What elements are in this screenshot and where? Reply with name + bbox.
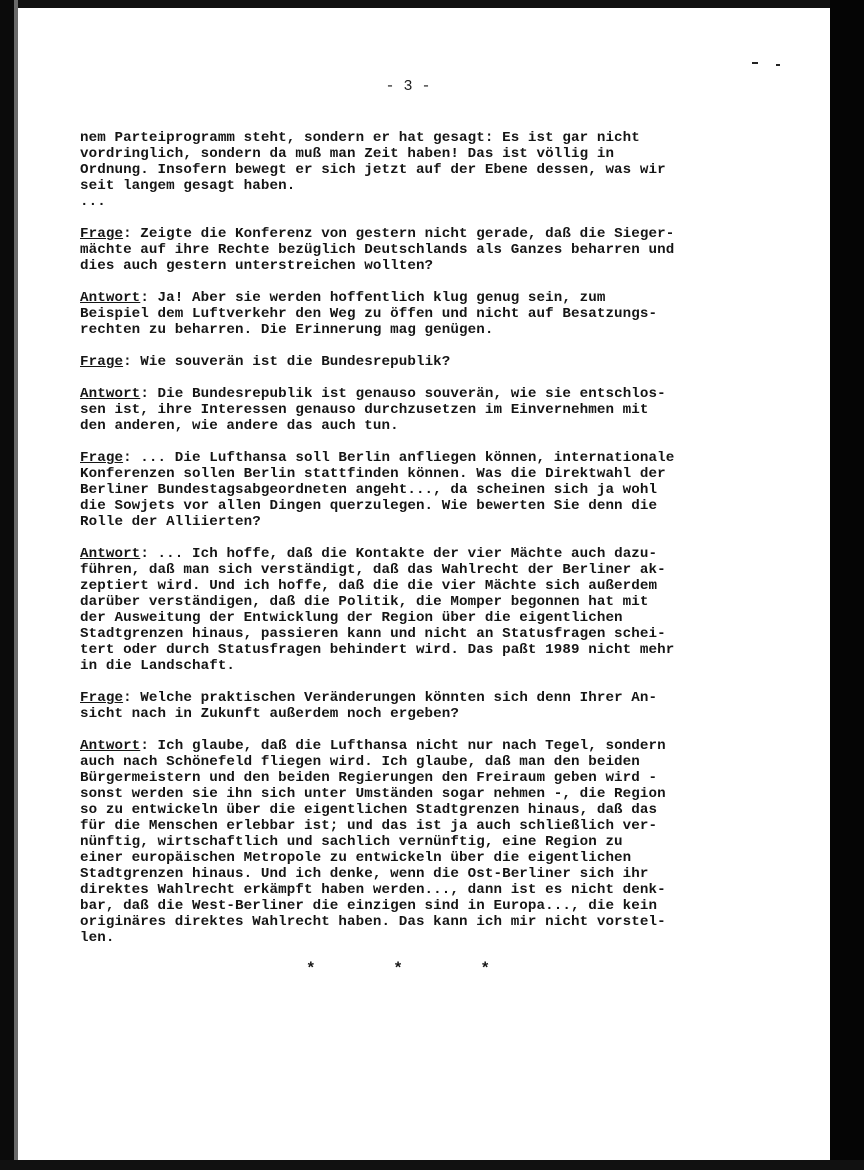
text-line: originäres direktes Wahlrecht haben. Das kann ich mir nicht vorstel- <box>80 914 666 930</box>
antwort-paragraph <box>80 386 760 434</box>
text-line: tert oder durch Statusfragen behindert wird. Das paßt 1989 nicht mehr <box>80 642 675 658</box>
text-line: auch nach Schönefeld fliegen wird. Ich glaube, daß man den beiden <box>80 754 640 770</box>
continuation-paragraph <box>80 130 760 210</box>
line-text: : ... Die Lufthansa soll Berlin anfliegen können, internationale <box>123 450 675 466</box>
frage-paragraph <box>80 226 760 274</box>
line-text: : Die Bundesrepublik ist genauso souverän, wie sie entschlos- <box>140 386 666 402</box>
scan-speck <box>752 62 758 64</box>
scan-border-left-shadow <box>14 0 18 1170</box>
text-line: für die Menschen erlebbar ist; und das ist ja auch schließlich ver- <box>80 818 658 834</box>
text-line: Stadtgrenzen hinaus. Und ich denke, wenn die Ost-Berliner sich ihr <box>80 866 649 882</box>
scan-border-bottom <box>0 1160 864 1170</box>
line-text: : Zeigte die Konferenz von gestern nicht gerade, daß die Sieger- <box>123 226 675 242</box>
text-line <box>80 738 760 754</box>
text-line: sen ist, ihre Interessen genauso durchzusetzen im Einvernehmen mit <box>80 402 649 418</box>
text-line: ... <box>80 194 106 210</box>
text-line: Rolle der Alliierten? <box>80 514 261 530</box>
speaker-label: Frage <box>80 450 124 466</box>
text-line: sicht nach in Zukunft außerdem noch ergeben? <box>80 706 460 722</box>
text-line: zeptiert wird. Und ich hoffe, daß die die vier Mächte sich außerdem <box>80 578 658 594</box>
antwort-paragraph <box>80 738 760 946</box>
text-line: Beispiel dem Luftverkehr den Weg zu öffen und nicht auf Besatzungs- <box>80 306 658 322</box>
text-line: len. <box>80 930 115 946</box>
scan-speck <box>776 64 780 66</box>
scan-border-top <box>0 0 864 8</box>
text-line: so zu entwickeln über die eigentlichen Stadtgrenzen hinaus, daß das <box>80 802 658 818</box>
scan-border-right <box>830 0 864 1170</box>
text-line <box>80 386 760 402</box>
text-line: bar, daß die West-Berliner die einzigen sind in Europa..., die kein <box>80 898 658 914</box>
text-line <box>80 546 760 562</box>
text-line: rechten zu beharren. Die Erinnerung mag genügen. <box>80 322 494 338</box>
line-text: : Welche praktischen Veränderungen könnten sich denn Ihrer An- <box>123 690 658 706</box>
text-line: vordringlich, sondern da muß man Zeit haben! Das ist völlig in <box>80 146 615 162</box>
text-line: mächte auf ihre Rechte bezüglich Deutschlands als Ganzes beharren und <box>80 242 675 258</box>
document-body <box>80 130 760 962</box>
text-line: Ordnung. Insofern bewegt er sich jetzt auf der Ebene dessen, was wir <box>80 162 666 178</box>
text-line: der Ausweitung der Entwicklung der Region über die eigentlichen <box>80 610 623 626</box>
speaker-label: Antwort <box>80 738 141 754</box>
speaker-label: Frage <box>80 354 124 370</box>
text-line <box>80 226 760 242</box>
speaker-label: Frage <box>80 226 124 242</box>
line-text: : ... Ich hoffe, daß die Kontakte der vier Mächte auch dazu- <box>140 546 658 562</box>
text-line <box>80 354 760 370</box>
text-line: Konferenzen sollen Berlin stattfinden können. Was die Direktwahl der <box>80 466 666 482</box>
text-line: in die Landschaft. <box>80 658 236 674</box>
frage-paragraph <box>80 354 760 370</box>
frage-paragraph <box>80 690 760 722</box>
text-line <box>80 290 760 306</box>
text-line: die Sowjets vor allen Dingen querzulegen. Wie bewerten Sie denn die <box>80 498 658 514</box>
text-line: direktes Wahlrecht erkämpft haben werden..., dann ist es nicht denk- <box>80 882 666 898</box>
text-line: sonst werden sie ihn sich unter Umständen sogar nehmen -, die Region <box>80 786 666 802</box>
text-line: darüber verständigen, daß die Politik, die Momper begonnen hat mit <box>80 594 649 610</box>
text-line: dies auch gestern unterstreichen wollten? <box>80 258 434 274</box>
text-line: Stadtgrenzen hinaus, passieren kann und nicht an Statusfragen schei- <box>80 626 666 642</box>
text-line: Berliner Bundestagsabgeordneten angeht..., da scheinen sich ja wohl <box>80 482 658 498</box>
text-line: einer europäischen Metropole zu entwickeln über die eigentlichen <box>80 850 632 866</box>
speaker-label: Antwort <box>80 546 141 562</box>
text-line: führen, daß man sich verständigt, daß das Wahlrecht der Berliner ak- <box>80 562 666 578</box>
page-number: - 3 - <box>385 78 431 95</box>
text-line: nem Parteiprogramm steht, sondern er hat gesagt: Es ist gar nicht <box>80 130 640 146</box>
antwort-paragraph <box>80 546 760 674</box>
text-line: seit langem gesagt haben. <box>80 178 296 194</box>
text-line <box>80 690 760 706</box>
line-text: : Ich glaube, daß die Lufthansa nicht nur nach Tegel, sondern <box>140 738 666 754</box>
speaker-label: Antwort <box>80 290 141 306</box>
antwort-paragraph <box>80 290 760 338</box>
scan-border-left <box>0 0 14 1170</box>
speaker-label: Frage <box>80 690 124 706</box>
text-line <box>80 450 760 466</box>
text-line: nünftig, wirtschaftlich und sachlich vernünftig, eine Region zu <box>80 834 623 850</box>
frage-paragraph <box>80 450 760 530</box>
text-line: den anderen, wie andere das auch tun. <box>80 418 399 434</box>
text-line: Bürgermeistern und den beiden Regierungen den Freiraum geben wird - <box>80 770 658 786</box>
line-text: : Wie souverän ist die Bundesrepublik? <box>123 354 451 370</box>
end-mark: * * * <box>305 960 524 978</box>
speaker-label: Antwort <box>80 386 141 402</box>
line-text: : Ja! Aber sie werden hoffentlich klug genug sein, zum <box>140 290 606 306</box>
